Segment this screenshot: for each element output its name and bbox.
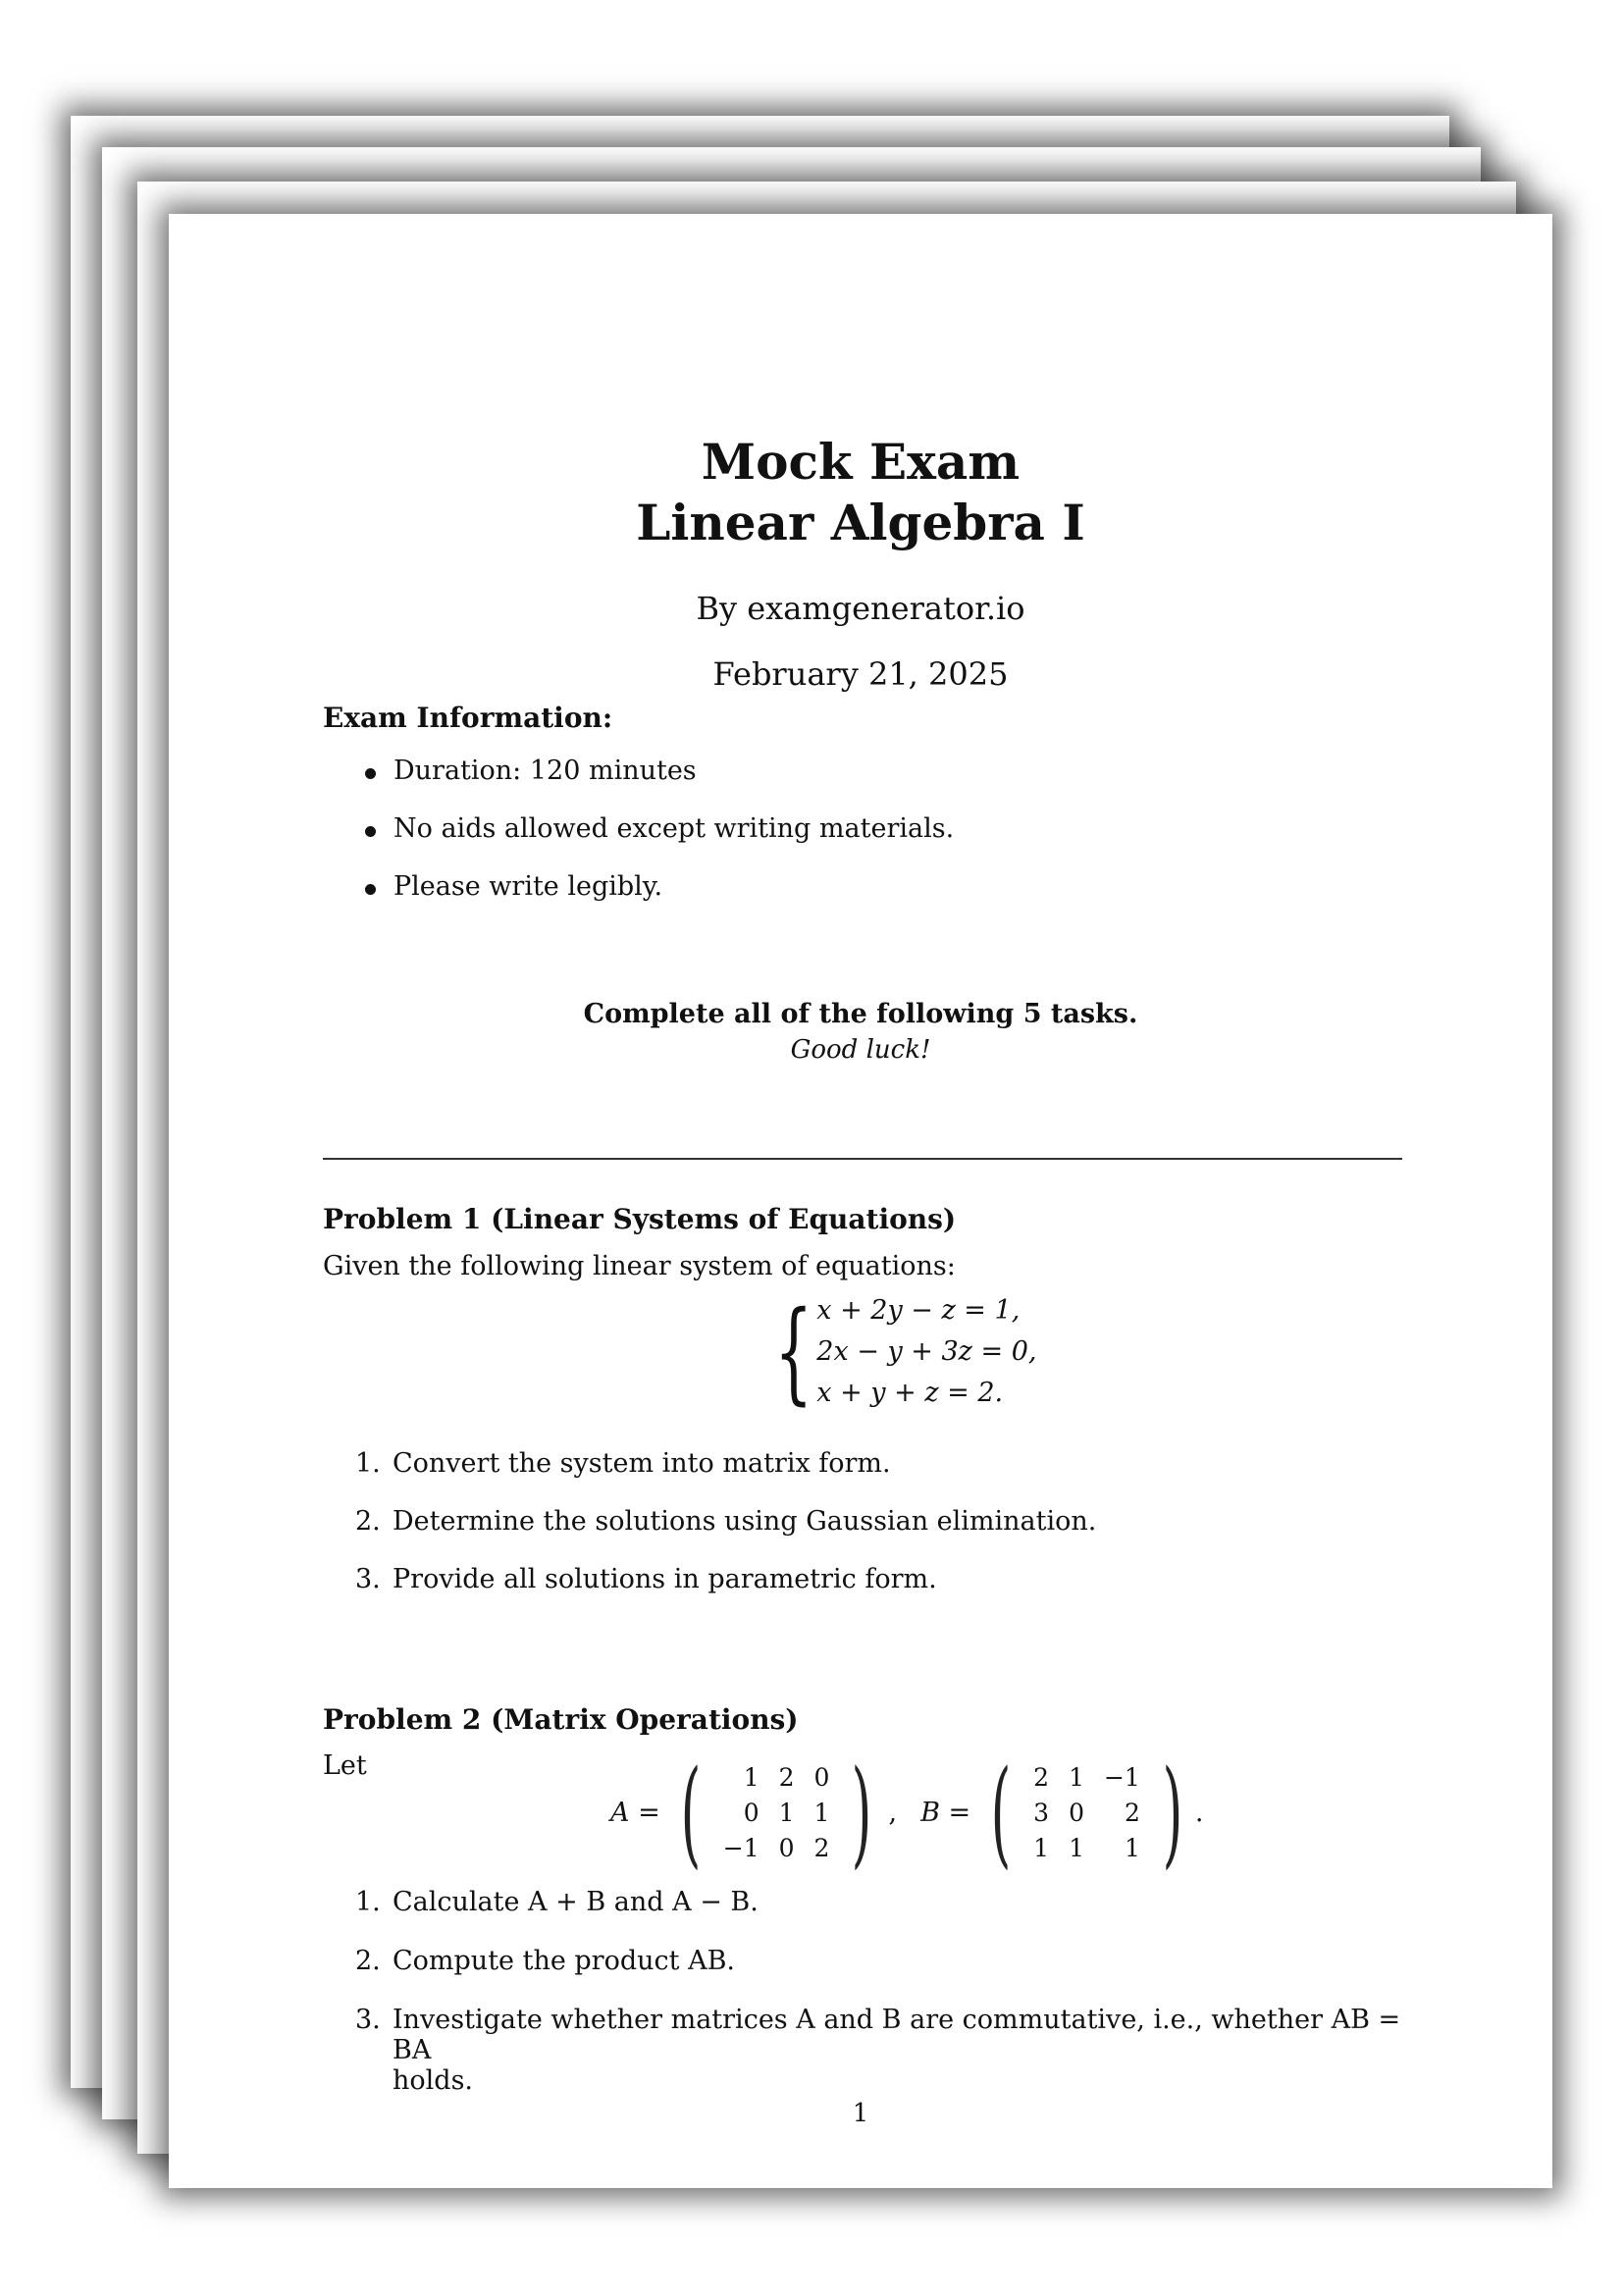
problem-2-intro: Let — [323, 1750, 367, 1781]
task-item — [355, 1887, 1403, 1946]
date-line: February 21, 2025 — [712, 655, 1009, 693]
exam-page — [169, 214, 1552, 2188]
task-number: 3. — [355, 1564, 381, 1594]
matrix-a — [713, 1759, 840, 1865]
equation-lines — [816, 1290, 1036, 1414]
right-paren-icon: ) — [852, 1745, 872, 1880]
task-text: Compute the product AB. — [393, 1946, 735, 1976]
equation-line: x + y + z = 2. — [816, 1378, 1004, 1408]
exam-info-item — [365, 813, 954, 871]
task-text-block — [393, 2005, 1403, 2096]
matrix-cell: 2 — [1124, 1798, 1140, 1827]
matrix-cell: −1 — [722, 1833, 760, 1862]
equation-line: x + 2y − z = 1, — [816, 1295, 1021, 1326]
matrix-definitions — [610, 1745, 1204, 1880]
title-line-2: Linear Algebra I — [636, 494, 1085, 551]
matrix-cell: 1 — [1124, 1833, 1140, 1862]
exam-info-text: Please write legibly. — [393, 871, 663, 902]
task-item — [355, 1564, 1096, 1622]
task-text: Calculate A + B and A − B. — [393, 1887, 759, 1917]
exam-info-text: Duration: 120 minutes — [393, 756, 697, 786]
right-paren-icon: ) — [1162, 1745, 1183, 1880]
matrix-cell: 2 — [1033, 1762, 1050, 1792]
exam-info-list — [365, 756, 954, 929]
task-number: 1. — [355, 1448, 381, 1479]
problem-2-title: Problem 2 (Matrix Operations) — [323, 1703, 799, 1736]
matrix-cell: 3 — [1033, 1798, 1050, 1827]
matrix-cell: 0 — [813, 1762, 830, 1792]
equation-system — [743, 1290, 1036, 1414]
matrix-b — [1023, 1759, 1150, 1865]
tasks-note — [169, 996, 1552, 1067]
task-item — [355, 1506, 1096, 1564]
left-brace-icon: { — [774, 1288, 813, 1416]
exam-info-item — [365, 871, 954, 929]
matrix-cell: 2 — [778, 1762, 795, 1792]
matrix-cell: 1 — [1069, 1762, 1084, 1792]
equation-line: 2x − y + 3z = 0, — [816, 1336, 1037, 1367]
bullet-icon — [365, 826, 376, 837]
left-paren-icon: ( — [680, 1745, 702, 1880]
matrix-cell: 1 — [1069, 1833, 1084, 1862]
task-item — [355, 1448, 1096, 1506]
problem-2-tasks — [355, 1887, 1403, 2096]
matrix-cell: 1 — [743, 1762, 760, 1792]
task-number: 3. — [355, 2005, 381, 2035]
title-line-1: Mock Exam — [701, 433, 1021, 491]
task-number: 1. — [355, 1887, 381, 1917]
task-text-continued: holds. — [393, 2065, 474, 2096]
matrix-b-label: B = — [920, 1797, 971, 1828]
task-number: 2. — [355, 1946, 381, 1976]
exam-info-item — [365, 756, 954, 813]
page-number: 1 — [852, 2099, 869, 2128]
matrix-terminator: . — [1194, 1797, 1204, 1828]
matrix-a-label: A = — [610, 1797, 660, 1828]
problem-1-intro: Given the following linear system of equations: — [323, 1251, 956, 1281]
matrix-cell: 2 — [813, 1833, 830, 1862]
author-line: By examgenerator.io — [696, 590, 1025, 627]
task-item — [355, 2005, 1403, 2096]
matrix-cell: 0 — [778, 1833, 795, 1862]
matrix-cell: 1 — [1033, 1833, 1050, 1862]
bullet-icon — [365, 884, 376, 895]
matrix-separator: , — [888, 1797, 898, 1828]
matrix-cell: 0 — [1069, 1798, 1084, 1827]
matrix-cell: 1 — [778, 1798, 795, 1827]
problem-1-tasks — [355, 1448, 1096, 1622]
exam-title — [169, 432, 1552, 553]
task-number: 2. — [355, 1506, 381, 1537]
left-paren-icon: ( — [990, 1745, 1012, 1880]
exam-info-text: No aids allowed except writing materials. — [393, 813, 955, 844]
front-page — [169, 214, 1552, 2188]
task-text: Provide all solutions in parametric form. — [393, 1564, 937, 1594]
task-text: Determine the solutions using Gaussian elimination. — [393, 1506, 1097, 1537]
matrix-cell: 0 — [743, 1798, 760, 1827]
horizontal-divider — [323, 1158, 1402, 1160]
problem-1-title: Problem 1 (Linear Systems of Equations) — [323, 1203, 957, 1235]
matrix-cell: 1 — [813, 1798, 830, 1827]
task-item — [355, 1946, 1403, 2005]
good-luck-text: Good luck! — [790, 1035, 931, 1065]
matrix-cell: −1 — [1103, 1762, 1140, 1792]
bullet-icon — [365, 768, 376, 779]
exam-info-heading: Exam Information: — [323, 702, 613, 734]
task-text: Convert the system into matrix form. — [393, 1448, 891, 1479]
task-text: Investigate whether matrices A and B are commutative, i.e., whether AB = BA — [393, 2005, 1401, 2065]
tasks-instruction: Complete all of the following 5 tasks. — [583, 999, 1138, 1029]
